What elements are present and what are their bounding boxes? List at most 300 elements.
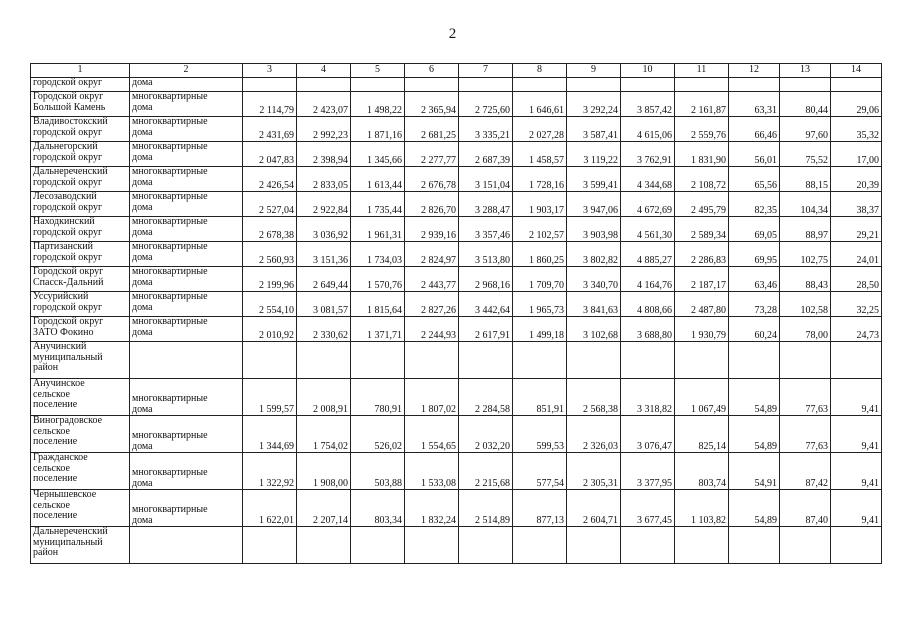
value-cell: 3 357,46 (459, 217, 513, 242)
value-cell: 3 076,47 (621, 416, 675, 453)
value-cell: 9,41 (831, 490, 882, 527)
value-cell: 2 398,94 (297, 142, 351, 167)
value-cell: 1 709,70 (513, 267, 567, 292)
value-cell: 2 365,94 (405, 92, 459, 117)
value-cell: 1 458,57 (513, 142, 567, 167)
value-cell: 1 344,69 (243, 416, 297, 453)
column-number-header: 6 (405, 64, 459, 78)
table-row (31, 217, 882, 242)
value-cell (780, 78, 831, 92)
municipality-name-cell (31, 267, 130, 292)
value-cell: 97,60 (780, 117, 831, 142)
municipality-name-cell (31, 78, 130, 92)
housing-type-line: дома (132, 514, 153, 526)
value-cell: 102,58 (780, 292, 831, 317)
value-cell: 2 487,80 (675, 292, 729, 317)
value-cell: 2 286,83 (675, 242, 729, 267)
housing-type-line: дома (132, 440, 153, 452)
table-row (31, 379, 882, 416)
value-cell: 54,89 (729, 490, 780, 527)
value-cell: 2 725,60 (459, 92, 513, 117)
municipality-name-line: Уссурийский (33, 291, 89, 302)
value-cell (567, 527, 621, 564)
municipality-name-line: поселение (33, 436, 78, 447)
value-cell: 2 676,78 (405, 167, 459, 192)
municipality-name-line: Дальнереченский (33, 166, 108, 177)
value-cell: 2 108,72 (675, 167, 729, 192)
value-cell (459, 527, 513, 564)
municipality-name-line: городской округ (33, 77, 103, 88)
municipality-name-line: Владивостокский (33, 116, 108, 127)
housing-type-line: дома (132, 101, 153, 113)
housing-type-cell (130, 317, 243, 342)
municipality-name-cell (31, 92, 130, 117)
value-cell: 24,01 (831, 242, 882, 267)
value-cell: 1 622,01 (243, 490, 297, 527)
value-cell: 877,13 (513, 490, 567, 527)
column-number-header: 10 (621, 64, 675, 78)
value-cell: 1 903,17 (513, 192, 567, 217)
column-number-header: 7 (459, 64, 513, 78)
value-cell (513, 78, 567, 92)
housing-type-cell (130, 242, 243, 267)
municipality-name-line: Находкинский (33, 216, 95, 227)
value-cell: 825,14 (675, 416, 729, 453)
value-cell: 2 326,03 (567, 416, 621, 453)
value-cell: 9,41 (831, 379, 882, 416)
value-cell (243, 78, 297, 92)
value-cell (297, 342, 351, 379)
column-number-header: 11 (675, 64, 729, 78)
value-cell: 88,15 (780, 167, 831, 192)
value-cell (297, 78, 351, 92)
value-cell: 2 992,23 (297, 117, 351, 142)
value-cell: 2 008,91 (297, 379, 351, 416)
value-cell: 69,05 (729, 217, 780, 242)
value-cell (621, 342, 675, 379)
value-cell: 599,53 (513, 416, 567, 453)
column-number-header: 12 (729, 64, 780, 78)
municipality-name-line: городской округ (33, 251, 103, 263)
value-cell: 3 903,98 (567, 217, 621, 242)
value-cell: 2 244,93 (405, 317, 459, 342)
value-cell (729, 527, 780, 564)
value-cell: 88,97 (780, 217, 831, 242)
value-cell: 102,75 (780, 242, 831, 267)
value-cell: 63,31 (729, 92, 780, 117)
value-cell: 3 587,41 (567, 117, 621, 142)
value-cell (297, 527, 351, 564)
value-cell: 54,89 (729, 416, 780, 453)
value-cell: 2 102,57 (513, 217, 567, 242)
municipality-name-line: Гражданское (33, 452, 88, 463)
value-cell (831, 342, 882, 379)
housing-type-line: многоквартирные (132, 166, 208, 177)
value-cell: 2 826,70 (405, 192, 459, 217)
value-cell: 780,91 (351, 379, 405, 416)
value-cell: 3 599,41 (567, 167, 621, 192)
column-number-header: 2 (130, 64, 243, 78)
value-cell: 2 833,05 (297, 167, 351, 192)
value-cell: 1 961,31 (351, 217, 405, 242)
value-cell: 3 688,80 (621, 317, 675, 342)
table-row (31, 453, 882, 490)
table-row (31, 292, 882, 317)
table-row (31, 167, 882, 192)
value-cell: 2 277,77 (405, 142, 459, 167)
value-cell: 3 292,24 (567, 92, 621, 117)
value-cell (831, 78, 882, 92)
value-cell: 4 561,30 (621, 217, 675, 242)
table-row (31, 267, 882, 292)
housing-type-line: дома (132, 301, 153, 313)
housing-type-line: дома (132, 77, 153, 88)
column-number-header: 14 (831, 64, 882, 78)
value-cell: 2 678,38 (243, 217, 297, 242)
value-cell (567, 342, 621, 379)
value-cell (780, 342, 831, 379)
housing-type-line: многоквартирные (132, 141, 208, 152)
municipality-name-line: Чернышевское (33, 489, 97, 500)
value-cell: 3 151,36 (297, 242, 351, 267)
municipality-name-line: поселение (33, 399, 78, 410)
value-cell: 1 371,71 (351, 317, 405, 342)
column-number-header: 9 (567, 64, 621, 78)
value-cell (351, 527, 405, 564)
value-cell: 35,32 (831, 117, 882, 142)
municipality-name-cell (31, 379, 130, 416)
housing-type-line: дома (132, 151, 153, 163)
value-cell: 2 032,20 (459, 416, 513, 453)
municipality-name-cell (31, 142, 130, 167)
housing-type-line: дома (132, 201, 153, 213)
housing-type-cell (130, 217, 243, 242)
value-cell: 1 832,24 (405, 490, 459, 527)
value-cell: 2 284,58 (459, 379, 513, 416)
value-cell: 54,89 (729, 379, 780, 416)
municipality-name-cell (31, 490, 130, 527)
municipality-name-line: Дальнегорский (33, 141, 98, 152)
value-cell: 9,41 (831, 416, 882, 453)
municipality-name-line: Лесозаводский (33, 191, 97, 202)
value-cell: 2 027,28 (513, 117, 567, 142)
value-cell: 3 151,04 (459, 167, 513, 192)
value-cell: 88,43 (780, 267, 831, 292)
value-cell: 3 513,80 (459, 242, 513, 267)
municipality-name-line: Анучинский (33, 341, 87, 352)
municipality-name-line: городской округ (33, 301, 103, 313)
municipality-name-line: муниципальный (33, 536, 103, 548)
municipality-name-cell (31, 117, 130, 142)
municipality-name-line: городской округ (33, 201, 103, 213)
value-cell: 4 344,68 (621, 167, 675, 192)
value-cell: 29,21 (831, 217, 882, 242)
housing-type-line: дома (132, 477, 153, 489)
value-cell: 4 885,27 (621, 242, 675, 267)
value-cell: 3 762,91 (621, 142, 675, 167)
value-cell: 56,01 (729, 142, 780, 167)
value-cell (513, 342, 567, 379)
value-cell (351, 342, 405, 379)
housing-type-line: многоквартирные (132, 191, 208, 202)
value-cell: 3 335,21 (459, 117, 513, 142)
value-cell: 2 495,79 (675, 192, 729, 217)
housing-type-line: многоквартирные (132, 430, 208, 441)
municipality-name-line: поселение (33, 510, 78, 521)
municipality-name-line: сельское (33, 462, 70, 474)
municipality-name-line: городской округ (33, 176, 103, 188)
municipality-name-line: Дальнереченский (33, 526, 108, 537)
value-cell: 2 330,62 (297, 317, 351, 342)
value-cell: 803,74 (675, 453, 729, 490)
value-cell (567, 78, 621, 92)
value-cell: 4 615,06 (621, 117, 675, 142)
value-cell: 3 340,70 (567, 267, 621, 292)
value-cell: 3 947,06 (567, 192, 621, 217)
value-cell: 2 443,77 (405, 267, 459, 292)
value-cell: 2 554,10 (243, 292, 297, 317)
value-cell (459, 78, 513, 92)
value-cell: 29,06 (831, 92, 882, 117)
value-cell: 2 589,34 (675, 217, 729, 242)
value-cell: 1 322,92 (243, 453, 297, 490)
value-cell: 3 119,22 (567, 142, 621, 167)
value-cell: 3 377,95 (621, 453, 675, 490)
value-cell: 20,39 (831, 167, 882, 192)
value-cell: 2 305,31 (567, 453, 621, 490)
value-cell: 2 423,07 (297, 92, 351, 117)
housing-type-line: многоквартирные (132, 316, 208, 327)
housing-type-line: дома (132, 403, 153, 415)
value-cell: 1 570,76 (351, 267, 405, 292)
value-cell: 3 802,82 (567, 242, 621, 267)
value-cell: 4 164,76 (621, 267, 675, 292)
value-cell: 1 807,02 (405, 379, 459, 416)
municipality-name-cell (31, 317, 130, 342)
value-cell: 3 036,92 (297, 217, 351, 242)
value-cell: 9,41 (831, 453, 882, 490)
table-row (31, 342, 882, 379)
value-cell: 1 831,90 (675, 142, 729, 167)
value-cell: 60,24 (729, 317, 780, 342)
value-cell: 1 735,44 (351, 192, 405, 217)
value-cell (243, 342, 297, 379)
municipality-name-cell (31, 453, 130, 490)
municipality-name-line: муниципальный (33, 351, 103, 363)
municipality-name-line: ЗАТО Фокино (33, 326, 94, 338)
table-body (31, 78, 882, 564)
value-cell: 2 649,44 (297, 267, 351, 292)
municipality-name-line: сельское (33, 388, 70, 400)
value-cell: 503,88 (351, 453, 405, 490)
value-cell: 3 841,63 (567, 292, 621, 317)
value-cell (780, 527, 831, 564)
value-cell: 1 734,03 (351, 242, 405, 267)
value-cell: 24,73 (831, 317, 882, 342)
municipality-name-cell (31, 527, 130, 564)
value-cell: 2 824,97 (405, 242, 459, 267)
municipality-name-cell (31, 167, 130, 192)
value-cell: 2 207,14 (297, 490, 351, 527)
column-number-header: 13 (780, 64, 831, 78)
housing-type-line: многоквартирные (132, 91, 208, 102)
value-cell: 2 431,69 (243, 117, 297, 142)
value-cell: 3 442,64 (459, 292, 513, 317)
municipality-name-line: Городской округ (33, 91, 104, 102)
value-cell: 3 288,47 (459, 192, 513, 217)
value-cell: 1 345,66 (351, 142, 405, 167)
municipality-name-line: Большой Камень (33, 101, 106, 113)
municipality-name-line: Партизанский (33, 241, 93, 252)
value-cell: 803,34 (351, 490, 405, 527)
table-row (31, 192, 882, 217)
municipality-name-cell (31, 242, 130, 267)
value-cell: 2 559,76 (675, 117, 729, 142)
housing-type-line: дома (132, 126, 153, 138)
value-cell: 80,44 (780, 92, 831, 117)
value-cell: 1 815,64 (351, 292, 405, 317)
municipality-name-line: поселение (33, 473, 78, 484)
value-cell: 2 604,71 (567, 490, 621, 527)
housing-type-line: многоквартирные (132, 216, 208, 227)
housing-type-cell (130, 490, 243, 527)
housing-type-cell (130, 142, 243, 167)
municipality-name-line: район (33, 547, 59, 558)
value-cell: 3 318,82 (621, 379, 675, 416)
municipality-name-cell (31, 416, 130, 453)
value-cell: 2 514,89 (459, 490, 513, 527)
value-cell: 1 499,18 (513, 317, 567, 342)
value-cell: 1 613,44 (351, 167, 405, 192)
value-cell (621, 527, 675, 564)
housing-type-line: многоквартирные (132, 266, 208, 277)
value-cell: 2 426,54 (243, 167, 297, 192)
municipality-name-line: Анучинское (33, 378, 85, 389)
housing-type-line: многоквартирные (132, 504, 208, 515)
column-number-header: 3 (243, 64, 297, 78)
value-cell: 4 808,66 (621, 292, 675, 317)
housing-type-cell (130, 379, 243, 416)
value-cell: 2 922,84 (297, 192, 351, 217)
housing-type-line: дома (132, 326, 153, 338)
value-cell: 2 968,16 (459, 267, 513, 292)
municipality-name-line: Виноградовское (33, 415, 103, 426)
housing-type-line: дома (132, 176, 153, 188)
housing-type-cell (130, 267, 243, 292)
value-cell: 65,56 (729, 167, 780, 192)
column-number-header: 5 (351, 64, 405, 78)
value-cell (459, 342, 513, 379)
municipality-name-cell (31, 192, 130, 217)
municipality-name-cell (31, 217, 130, 242)
housing-type-cell (130, 527, 243, 564)
value-cell: 63,46 (729, 267, 780, 292)
table-row (31, 490, 882, 527)
column-number-header: 4 (297, 64, 351, 78)
table-row (31, 527, 882, 564)
value-cell: 28,50 (831, 267, 882, 292)
value-cell: 4 672,69 (621, 192, 675, 217)
value-cell: 1 930,79 (675, 317, 729, 342)
value-cell: 577,54 (513, 453, 567, 490)
page-number: 2 (448, 26, 457, 42)
value-cell: 2 681,25 (405, 117, 459, 142)
value-cell: 2 939,16 (405, 217, 459, 242)
value-cell: 1 498,22 (351, 92, 405, 117)
value-cell: 2 187,17 (675, 267, 729, 292)
value-cell: 851,91 (513, 379, 567, 416)
table-header (31, 64, 882, 78)
municipality-name-cell (31, 342, 130, 379)
table-row (31, 78, 882, 92)
housing-type-line: многоквартирные (132, 116, 208, 127)
value-cell: 1 754,02 (297, 416, 351, 453)
value-cell: 526,02 (351, 416, 405, 453)
municipality-name-line: Городской округ (33, 316, 104, 327)
value-cell: 1 646,61 (513, 92, 567, 117)
housing-type-cell (130, 453, 243, 490)
value-cell (513, 527, 567, 564)
value-cell: 17,00 (831, 142, 882, 167)
value-cell: 2 114,79 (243, 92, 297, 117)
value-cell: 32,25 (831, 292, 882, 317)
value-cell: 1 908,00 (297, 453, 351, 490)
value-cell (675, 527, 729, 564)
value-cell: 104,34 (780, 192, 831, 217)
table-row (31, 416, 882, 453)
housing-type-line: дома (132, 251, 153, 263)
municipality-name-line: Спасск-Дальний (33, 276, 104, 288)
housing-type-line: многоквартирные (132, 241, 208, 252)
housing-type-cell (130, 342, 243, 379)
value-cell: 77,63 (780, 379, 831, 416)
value-cell: 66,46 (729, 117, 780, 142)
value-cell: 1 965,73 (513, 292, 567, 317)
value-cell: 1 103,82 (675, 490, 729, 527)
value-cell: 3 081,57 (297, 292, 351, 317)
value-cell: 3 677,45 (621, 490, 675, 527)
housing-type-cell (130, 416, 243, 453)
value-cell: 75,52 (780, 142, 831, 167)
municipality-name-cell (31, 292, 130, 317)
housing-type-line: дома (132, 226, 153, 238)
value-cell (831, 527, 882, 564)
value-cell (243, 527, 297, 564)
value-cell (621, 78, 675, 92)
housing-type-line: многоквартирные (132, 467, 208, 478)
value-cell: 2 568,38 (567, 379, 621, 416)
value-cell: 87,40 (780, 490, 831, 527)
value-cell: 1 067,49 (675, 379, 729, 416)
value-cell: 2 161,87 (675, 92, 729, 117)
value-cell: 1 554,65 (405, 416, 459, 453)
table-row (31, 92, 882, 117)
value-cell (405, 527, 459, 564)
column-number-header: 8 (513, 64, 567, 78)
value-cell (675, 342, 729, 379)
municipality-name-line: район (33, 362, 59, 373)
value-cell: 1 871,16 (351, 117, 405, 142)
value-cell: 2 215,68 (459, 453, 513, 490)
value-cell: 2 527,04 (243, 192, 297, 217)
housing-type-cell (130, 292, 243, 317)
value-cell: 2 560,93 (243, 242, 297, 267)
column-number-row (31, 64, 882, 78)
value-cell: 2 827,26 (405, 292, 459, 317)
value-cell: 3 102,68 (567, 317, 621, 342)
value-cell: 77,63 (780, 416, 831, 453)
table-row (31, 117, 882, 142)
